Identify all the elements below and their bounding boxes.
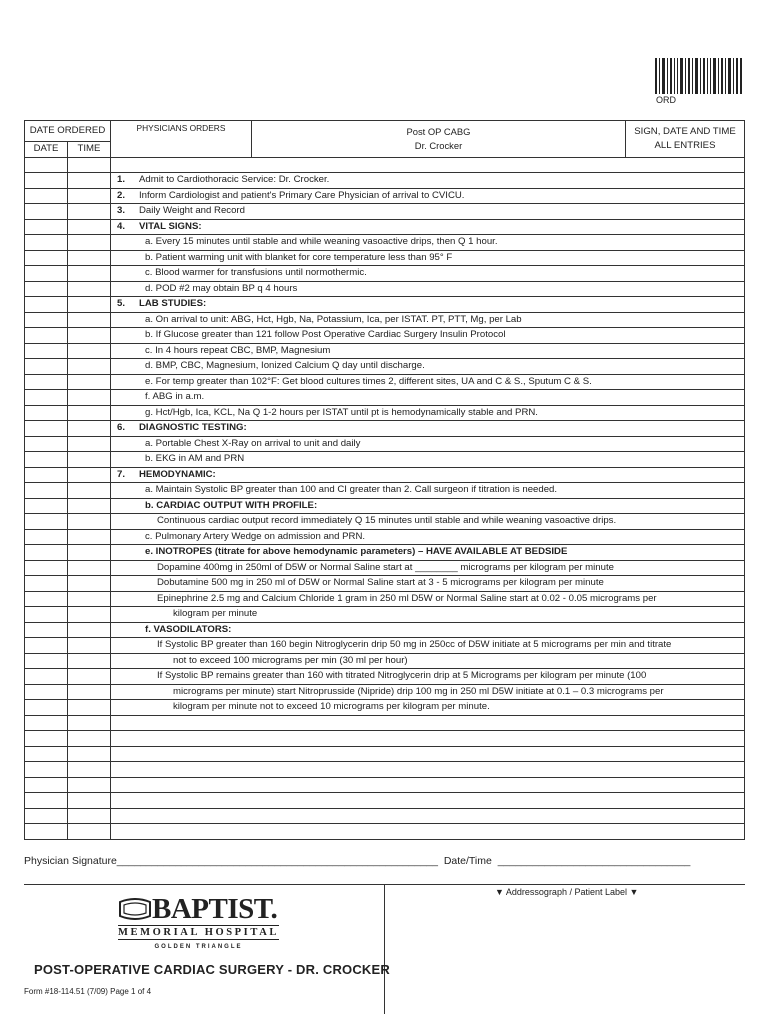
- order-date-cell[interactable]: [25, 808, 68, 824]
- order-time-cell[interactable]: [68, 157, 111, 173]
- order-date-cell[interactable]: [25, 219, 68, 235]
- order-text: b. If Glucose greater than 121 follow Post Operative Cardiac Surgery Insulin Protocol: [145, 329, 506, 341]
- order-title: Post OP CABG: [406, 125, 471, 137]
- order-text: g. Hct/Hgb, Ica, KCL, Na Q 1-2 hours per ISTAT until pt is hemodynamically stable and PRN.: [145, 406, 538, 418]
- order-text-cell: [111, 359, 745, 375]
- order-text: If Systolic BP greater than 160 begin Nitroglycerin drip 50 mg in 250cc of D5W initiate at 5 micrograms per min and titrate: [157, 639, 672, 651]
- order-time-cell[interactable]: [68, 281, 111, 297]
- order-row: [25, 467, 745, 483]
- order-text-cell: [111, 483, 745, 499]
- order-time-cell[interactable]: [68, 421, 111, 437]
- order-row: [25, 436, 745, 452]
- order-date-cell[interactable]: [25, 266, 68, 282]
- order-time-cell[interactable]: [68, 793, 111, 809]
- order-row: [25, 421, 745, 437]
- order-time-cell[interactable]: [68, 824, 111, 840]
- order-text-cell: [111, 173, 745, 189]
- order-time-cell[interactable]: [68, 715, 111, 731]
- order-text: e. INOTROPES (titrate for above hemodynamic parameters) – HAVE AVAILABLE AT BEDSIDE: [145, 546, 568, 558]
- order-date-cell[interactable]: [25, 746, 68, 762]
- order-row: [25, 576, 745, 592]
- order-text-cell: [111, 607, 745, 623]
- order-row: [25, 219, 745, 235]
- order-text: f. ABG in a.m.: [145, 391, 205, 403]
- order-date-cell[interactable]: [25, 576, 68, 592]
- order-text: c. Blood warmer for transfusions until normothermic.: [145, 267, 367, 279]
- order-time-cell[interactable]: [68, 622, 111, 638]
- order-time-cell[interactable]: [68, 498, 111, 514]
- order-time-cell[interactable]: [68, 514, 111, 530]
- order-date-cell[interactable]: [25, 498, 68, 514]
- order-date-cell[interactable]: [25, 700, 68, 716]
- order-time-cell[interactable]: [68, 312, 111, 328]
- order-row: [25, 328, 745, 344]
- order-text-cell: [111, 436, 745, 452]
- time-column-header: TIME: [68, 142, 111, 158]
- order-text-cell: [111, 731, 745, 747]
- physicians-orders-header: PHYSICIANS ORDERS: [136, 123, 226, 133]
- order-date-cell[interactable]: [25, 715, 68, 731]
- order-date-cell[interactable]: [25, 622, 68, 638]
- order-row: [25, 188, 745, 204]
- order-text-cell: [111, 824, 745, 840]
- order-text: HEMODYNAMIC:: [139, 468, 216, 480]
- order-text: Continuous cardiac output record immediately Q 15 minutes until stable and while weaning vasoactive drips.: [157, 515, 617, 527]
- order-text-cell: [111, 638, 745, 654]
- order-text: d. BMP, CBC, Magnesium, Ionized Calcium Q day until discharge.: [145, 360, 425, 372]
- order-row: [25, 235, 745, 251]
- order-date-cell[interactable]: [25, 188, 68, 204]
- order-date-cell[interactable]: [25, 483, 68, 499]
- order-text-cell: [111, 266, 745, 282]
- order-row: [25, 281, 745, 297]
- order-row: [25, 359, 745, 375]
- order-date-cell[interactable]: [25, 328, 68, 344]
- order-date-cell[interactable]: [25, 343, 68, 359]
- order-time-cell[interactable]: [68, 529, 111, 545]
- order-time-cell[interactable]: [68, 328, 111, 344]
- order-time-cell[interactable]: [68, 777, 111, 793]
- order-date-cell[interactable]: [25, 390, 68, 406]
- date-ordered-header: DATE ORDERED: [25, 121, 111, 142]
- order-row: [25, 731, 745, 747]
- sign-date-note: SIGN, DATE AND TIME ALL ENTRIES: [626, 121, 745, 158]
- order-text: b. CARDIAC OUTPUT WITH PROFILE:: [145, 499, 318, 511]
- order-text: a. Maintain Systolic BP greater than 100 and CI greater than 2. Call surgeon if titration is needed.: [145, 484, 558, 496]
- order-time-cell[interactable]: [68, 188, 111, 204]
- order-time-cell[interactable]: [68, 219, 111, 235]
- order-row: [25, 638, 745, 654]
- order-text-cell: [111, 700, 745, 716]
- order-text: b. EKG in AM and PRN: [145, 453, 245, 465]
- order-text-cell: [111, 452, 745, 468]
- order-text-cell: [111, 405, 745, 421]
- order-text-cell: [111, 328, 745, 344]
- order-time-cell[interactable]: [68, 607, 111, 623]
- order-text: Inform Cardiologist and patient's Primary Care Physician of arrival to CVICU.: [139, 189, 465, 201]
- order-date-cell[interactable]: [25, 638, 68, 654]
- order-time-cell[interactable]: [68, 390, 111, 406]
- order-text-cell: [111, 746, 745, 762]
- order-row: [25, 684, 745, 700]
- order-text-cell: [111, 157, 745, 173]
- order-number: 3.: [117, 205, 126, 217]
- order-text-cell: [111, 591, 745, 607]
- order-row: [25, 777, 745, 793]
- order-text-cell: [111, 467, 745, 483]
- order-row: [25, 653, 745, 669]
- order-text-cell: [111, 297, 745, 313]
- order-date-cell[interactable]: [25, 204, 68, 220]
- order-time-cell[interactable]: [68, 560, 111, 576]
- order-text: a. Every 15 minutes until stable and while weaning vasoactive drips, then Q 1 hour.: [145, 236, 498, 248]
- order-row: [25, 622, 745, 638]
- order-row: [25, 343, 745, 359]
- physician-signature-line: Physician Signature_______________________________________________________ Date/Time _________________________________: [24, 855, 691, 867]
- order-time-cell[interactable]: [68, 436, 111, 452]
- order-text-cell: [111, 622, 745, 638]
- order-text-cell: [111, 669, 745, 685]
- order-date-cell[interactable]: [25, 173, 68, 189]
- order-date-cell[interactable]: [25, 731, 68, 747]
- form-number: Form #18-114.51 (7/09) Page 1 of 4: [24, 987, 152, 996]
- order-row: [25, 498, 745, 514]
- order-time-cell[interactable]: [68, 204, 111, 220]
- order-text-cell: [111, 576, 745, 592]
- form-title: POST-OPERATIVE CARDIAC SURGERY - DR. CROCKER: [34, 962, 390, 977]
- order-row: [25, 746, 745, 762]
- logo-main-text: BAPTIST.: [152, 893, 278, 925]
- order-row: [25, 514, 745, 530]
- order-row: [25, 808, 745, 824]
- order-row: [25, 529, 745, 545]
- order-row: [25, 762, 745, 778]
- order-date-cell[interactable]: [25, 467, 68, 483]
- order-date-cell[interactable]: [25, 436, 68, 452]
- order-text: Epinephrine 2.5 mg and Calcium Chloride 1 gram in 250 ml D5W or Normal Saline start at 0.02 - 0.05 micrograms per: [157, 592, 657, 604]
- order-number: 4.: [117, 220, 126, 232]
- order-time-cell[interactable]: [68, 700, 111, 716]
- order-text-cell: [111, 219, 745, 235]
- hospital-logo: [118, 894, 279, 950]
- order-date-cell[interactable]: [25, 653, 68, 669]
- order-text: micrograms per minute) start Nitroprusside (Nipride) drip 100 mg in 250 ml D5W initiate at 0.1 – 0.3 micrograms per: [173, 685, 664, 697]
- order-time-cell[interactable]: [68, 250, 111, 266]
- header-row: [25, 121, 745, 142]
- order-row: [25, 390, 745, 406]
- order-text: e. For temp greater than 102°F: Get blood cultures times 2, different sites, UA and C & S., Sputum C & S.: [145, 375, 592, 387]
- logo-sub-text: MEMORIAL HOSPITAL: [118, 927, 279, 938]
- order-date-cell[interactable]: [25, 793, 68, 809]
- order-time-cell[interactable]: [68, 467, 111, 483]
- order-text: a. Portable Chest X-Ray on arrival to unit and daily: [145, 437, 361, 449]
- order-date-cell[interactable]: [25, 405, 68, 421]
- order-time-cell[interactable]: [68, 173, 111, 189]
- order-time-cell[interactable]: [68, 638, 111, 654]
- order-row: [25, 297, 745, 313]
- order-text-cell: [111, 312, 745, 328]
- order-number: 2.: [117, 189, 126, 201]
- order-row: [25, 669, 745, 685]
- order-text-cell: [111, 684, 745, 700]
- order-row: [25, 204, 745, 220]
- order-text: LAB STUDIES:: [139, 298, 207, 310]
- order-time-cell[interactable]: [68, 576, 111, 592]
- order-text-cell: [111, 343, 745, 359]
- order-date-cell[interactable]: [25, 684, 68, 700]
- order-text-cell: [111, 421, 745, 437]
- order-time-cell[interactable]: [68, 374, 111, 390]
- order-text-cell: [111, 777, 745, 793]
- order-text-cell: [111, 793, 745, 809]
- order-time-cell[interactable]: [68, 235, 111, 251]
- order-text-cell: [111, 235, 745, 251]
- order-row: [25, 405, 745, 421]
- order-text-cell: [111, 188, 745, 204]
- order-date-cell[interactable]: [25, 591, 68, 607]
- order-row: [25, 452, 745, 468]
- order-text: Dobutamine 500 mg in 250 ml of D5W or Normal Saline start at 3 - 5 micrograms per kilogram per minute: [157, 577, 604, 589]
- order-text: VITAL SIGNS:: [139, 220, 202, 232]
- order-text: not to exceed 100 micrograms per min (30 ml per hour): [173, 654, 408, 666]
- order-time-cell[interactable]: [68, 653, 111, 669]
- order-row: [25, 250, 745, 266]
- orders-table: [24, 120, 745, 840]
- date-column-header: DATE: [25, 142, 68, 158]
- order-time-cell[interactable]: [68, 483, 111, 499]
- order-time-cell[interactable]: [68, 746, 111, 762]
- order-date-cell[interactable]: [25, 374, 68, 390]
- order-date-cell[interactable]: [25, 607, 68, 623]
- order-date-cell[interactable]: [25, 297, 68, 313]
- order-text-cell: [111, 715, 745, 731]
- order-text: Dopamine 400mg in 250ml of D5W or Normal Saline start at ________ micrograms per kilogram per minute: [157, 561, 614, 573]
- order-date-cell[interactable]: [25, 312, 68, 328]
- order-date-cell[interactable]: [25, 250, 68, 266]
- order-text-cell: [111, 653, 745, 669]
- order-date-cell[interactable]: [25, 452, 68, 468]
- order-text: kilogram per minute not to exceed 10 micrograms per kilogram per minute.: [173, 701, 490, 713]
- order-time-cell[interactable]: [68, 762, 111, 778]
- order-date-cell[interactable]: [25, 824, 68, 840]
- order-text: b. Patient warming unit with blanket for core temperature less than 95° F: [145, 251, 453, 263]
- order-text: c. Pulmonary Artery Wedge on admission and PRN.: [145, 530, 366, 542]
- order-row: [25, 374, 745, 390]
- order-text-cell: [111, 281, 745, 297]
- order-time-cell[interactable]: [68, 808, 111, 824]
- order-time-cell[interactable]: [68, 591, 111, 607]
- order-row: [25, 483, 745, 499]
- doctor-name: Dr. Crocker: [414, 139, 463, 151]
- order-date-cell[interactable]: [25, 545, 68, 561]
- order-date-cell[interactable]: [25, 235, 68, 251]
- order-row: [25, 560, 745, 576]
- logo-location-text: GOLDEN TRIANGLE: [154, 944, 243, 950]
- order-date-cell[interactable]: [25, 777, 68, 793]
- order-text: d. POD #2 may obtain BP q 4 hours: [145, 282, 298, 294]
- order-date-cell[interactable]: [25, 529, 68, 545]
- footer-vertical-divider: [384, 884, 385, 1014]
- order-time-cell[interactable]: [68, 343, 111, 359]
- order-row: [25, 715, 745, 731]
- order-text: c. In 4 hours repeat CBC, BMP, Magnesium: [145, 344, 331, 356]
- order-row: [25, 266, 745, 282]
- order-number: 5.: [117, 298, 126, 310]
- order-row: [25, 824, 745, 840]
- order-number: 7.: [117, 468, 126, 480]
- order-text-cell: [111, 204, 745, 220]
- order-text-cell: [111, 250, 745, 266]
- order-text: If Systolic BP remains greater than 160 with titrated Nitroglycerin drip at 5 Micrograms per kilogram per minute (100: [157, 670, 647, 682]
- order-date-cell[interactable]: [25, 514, 68, 530]
- order-row: [25, 591, 745, 607]
- order-date-cell[interactable]: [25, 281, 68, 297]
- order-date-cell[interactable]: [25, 762, 68, 778]
- order-text-cell: [111, 390, 745, 406]
- order-text-cell: [111, 808, 745, 824]
- order-row: [25, 173, 745, 189]
- order-text: Daily Weight and Record: [139, 205, 245, 217]
- order-time-cell[interactable]: [68, 359, 111, 375]
- order-text-cell: [111, 560, 745, 576]
- order-text: f. VASODILATORS:: [145, 623, 232, 635]
- order-time-cell[interactable]: [68, 297, 111, 313]
- order-text: a. On arrival to unit: ABG, Hct, Hgb, Na, Potassium, Ica, per ISTAT. PT, PTT, Mg, per Lab: [145, 313, 522, 325]
- order-time-cell[interactable]: [68, 545, 111, 561]
- barcode-image: [655, 58, 743, 94]
- order-row: [25, 700, 745, 716]
- baptist-logo-icon: [118, 898, 152, 920]
- order-date-cell[interactable]: [25, 669, 68, 685]
- order-row: [25, 545, 745, 561]
- order-text-cell: [111, 545, 745, 561]
- order-row: [25, 312, 745, 328]
- order-text-cell: [111, 498, 745, 514]
- order-row: [25, 793, 745, 809]
- order-date-cell[interactable]: [25, 560, 68, 576]
- order-text-cell: [111, 374, 745, 390]
- order-time-cell[interactable]: [68, 452, 111, 468]
- order-date-cell[interactable]: [25, 421, 68, 437]
- order-text: kilogram per minute: [173, 608, 258, 620]
- order-text: Admit to Cardiothoracic Service: Dr. Crocker.: [139, 174, 330, 186]
- order-number: 6.: [117, 422, 126, 434]
- order-text: DIAGNOSTIC TESTING:: [139, 422, 247, 434]
- order-time-cell[interactable]: [68, 266, 111, 282]
- order-row: [25, 157, 745, 173]
- order-date-cell[interactable]: [25, 157, 68, 173]
- order-time-cell[interactable]: [68, 684, 111, 700]
- order-row: [25, 607, 745, 623]
- order-date-cell[interactable]: [25, 359, 68, 375]
- addressograph-label: ▼ Addressograph / Patient Label ▼: [495, 887, 639, 897]
- order-text-cell: [111, 514, 745, 530]
- order-number: 1.: [117, 174, 126, 186]
- order-text-cell: [111, 762, 745, 778]
- order-text-cell: [111, 529, 745, 545]
- order-time-cell[interactable]: [68, 669, 111, 685]
- order-time-cell[interactable]: [68, 731, 111, 747]
- order-time-cell[interactable]: [68, 405, 111, 421]
- barcode-label: ORD: [656, 95, 676, 105]
